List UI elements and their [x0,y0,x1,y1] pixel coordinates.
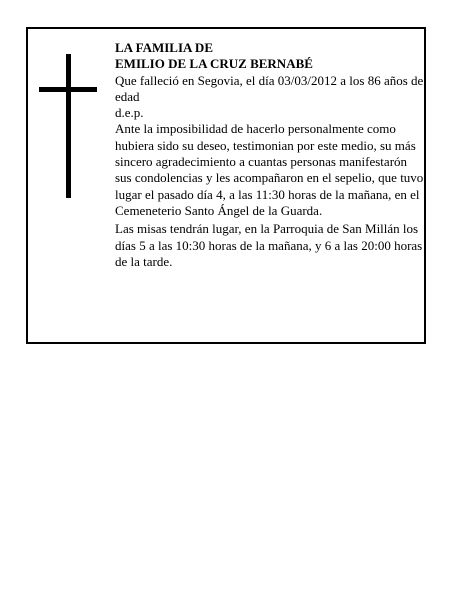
deceased-name: EMILIO DE LA CRUZ BERNABÉ [115,56,313,72]
family-heading: LA FAMILIA DE [115,40,213,55]
cross-icon [39,54,97,198]
cross-horizontal-bar [39,87,97,92]
thanks-paragraph: Ante la imposibilidad de hacerlo personalmente como hubiera sido su deseo, testimonian por este medio, su más sincero agradecimiento a cuantas personas manifestarón sus condolencias y les acompañaron en el sepelio, que tuvo lugar el pasado día 4, a las 11:30 horas de la mañana, en el Cemeneterio Santo Ángel de la Guarda. [115,121,424,218]
rip-text: d.e.p. [115,105,144,121]
obituary-notice [26,27,426,344]
death-statement: Que falleció en Segovia, el día 03/03/2012 a los 86 años de edad [115,72,424,104]
notice-text-block [115,40,425,270]
cross-vertical-bar [66,54,71,198]
masses-paragraph: Las misas tendrán lugar, en la Parroquia de San Millán los días 5 a las 10:30 horas de la mañana, y 6 a las 20:00 horas de la tarde. [115,221,423,269]
